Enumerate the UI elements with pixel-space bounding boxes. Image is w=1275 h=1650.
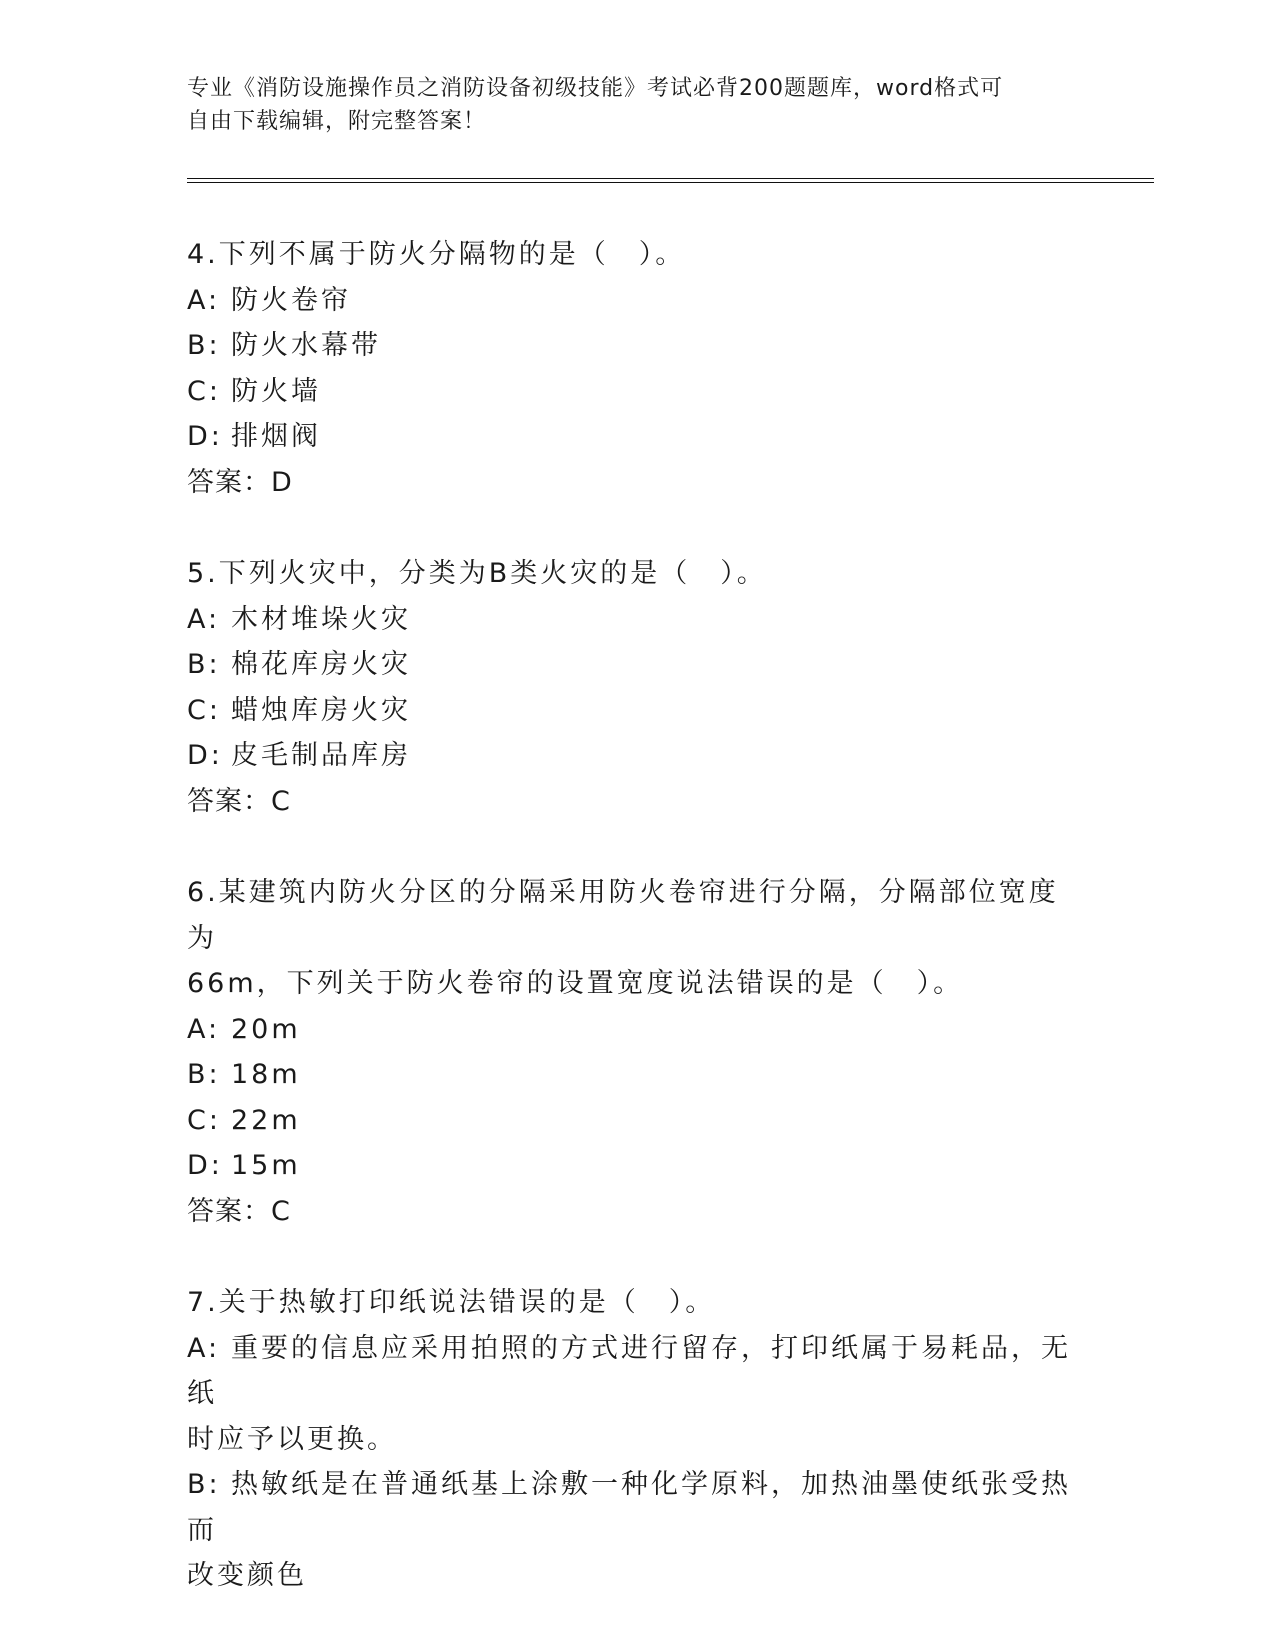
option-text: 15m: [231, 1150, 301, 1181]
option-text: 木材堆垛火灾: [231, 603, 411, 635]
option-text: 排烟阀: [231, 421, 321, 452]
option-text-line-1: 重要的信息应采用拍照的方式进行留存，打印纸属于易耗品，无纸: [187, 1332, 1071, 1409]
option-letter: A:: [187, 284, 221, 316]
question-7: [187, 1280, 1087, 1599]
question-text: 5.下列火灾中，分类为B类火灾的是（ ）。: [187, 558, 767, 589]
option-text: 20m: [231, 1013, 301, 1045]
option-d: [187, 414, 1087, 460]
option-letter: B:: [187, 1059, 221, 1090]
option-a: [187, 278, 1087, 324]
answer-line: 答案：C: [187, 785, 291, 817]
option-d: [187, 1143, 1087, 1189]
option-c: [187, 1098, 1087, 1144]
option-text: 防火卷帘: [231, 284, 351, 316]
option-b: [187, 1052, 1087, 1098]
option-text: 防火墙: [231, 375, 321, 407]
question-4: [187, 232, 1087, 505]
option-a: [187, 597, 1087, 643]
option-c: [187, 369, 1087, 415]
option-letter: D:: [187, 421, 223, 452]
option-b: [187, 642, 1087, 688]
question-text-line-2: 66m，下列关于防火卷帘的设置宽度说法错误的是（ ）。: [187, 968, 964, 999]
option-letter: A:: [187, 1332, 221, 1364]
header-line-1: 专业《消防设施操作员之消防设备初级技能》考试必背200题题库，word格式可: [187, 76, 1004, 101]
option-text: 18m: [231, 1059, 301, 1090]
option-letter: D:: [187, 1150, 223, 1181]
option-b: [187, 323, 1087, 369]
question-5: [187, 551, 1087, 824]
option-text: 防火水幕带: [231, 330, 381, 361]
option-text: 皮毛制品库房: [231, 740, 411, 771]
option-a: [187, 1326, 1087, 1417]
header-line-2: 自由下载编辑，附完整答案！: [187, 109, 487, 134]
option-letter: B:: [187, 330, 221, 361]
question-list: [187, 232, 1087, 1645]
option-letter: A:: [187, 603, 221, 635]
answer-line: 答案：D: [187, 466, 293, 498]
option-a-continued: 时应予以更换。: [187, 1423, 397, 1455]
option-a: [187, 1007, 1087, 1053]
option-letter: D:: [187, 740, 223, 771]
option-d: [187, 733, 1087, 779]
answer-line: 答案：C: [187, 1195, 291, 1227]
option-b: [187, 1462, 1087, 1553]
option-letter: C:: [187, 694, 221, 726]
option-letter: A:: [187, 1013, 221, 1045]
option-text: 22m: [231, 1104, 301, 1136]
option-b-continued: 改变颜色: [187, 1560, 307, 1591]
option-text: 棉花库房火灾: [231, 649, 411, 680]
question-text: 7.关于热敏打印纸说法错误的是（ ）。: [187, 1287, 716, 1318]
option-text-line-1: 热敏纸是在普通纸基上涂敷一种化学原料，加热油墨使纸张受热而: [187, 1469, 1071, 1546]
option-text: 蜡烛库房火灾: [231, 694, 411, 726]
question-6: [187, 870, 1087, 1234]
option-c: [187, 688, 1087, 734]
question-text: 4.下列不属于防火分隔物的是（ ）。: [187, 239, 686, 270]
option-letter: B:: [187, 649, 221, 680]
option-letter: C:: [187, 1104, 221, 1136]
document-header: [187, 72, 1067, 138]
option-letter: C:: [187, 375, 221, 407]
header-divider: [187, 178, 1154, 183]
question-text-line-1: 6.某建筑内防火分区的分隔采用防火卷帘进行分隔，分隔部位宽度为: [187, 877, 1059, 954]
option-letter: B:: [187, 1469, 221, 1500]
